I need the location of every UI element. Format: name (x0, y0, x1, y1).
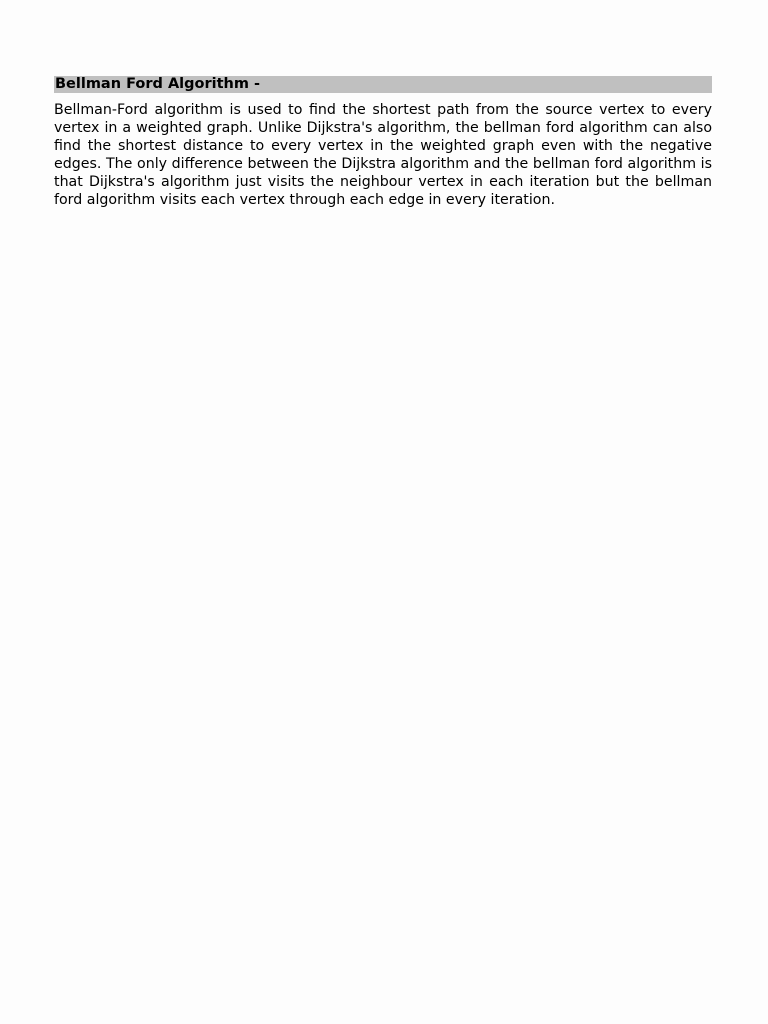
section-heading: Bellman Ford Algorithm - (54, 76, 712, 93)
document-content (54, 76, 712, 209)
body-paragraph: Bellman-Ford algorithm is used to find the shortest path from the source vertex to every vertex in a weighted graph. Unlike Dijkstra's algorithm, the bellman ford algorithm can also find the shortest distance to every vertex in the weighted graph even with the negative edges. The only difference between the Dijkstra algorithm and the bellman ford algorithm is that Dijkstra's algorithm just visits the neighbour vertex in each iteration but the bellman ford algorithm visits each vertex through each edge in every iteration. (54, 102, 712, 208)
